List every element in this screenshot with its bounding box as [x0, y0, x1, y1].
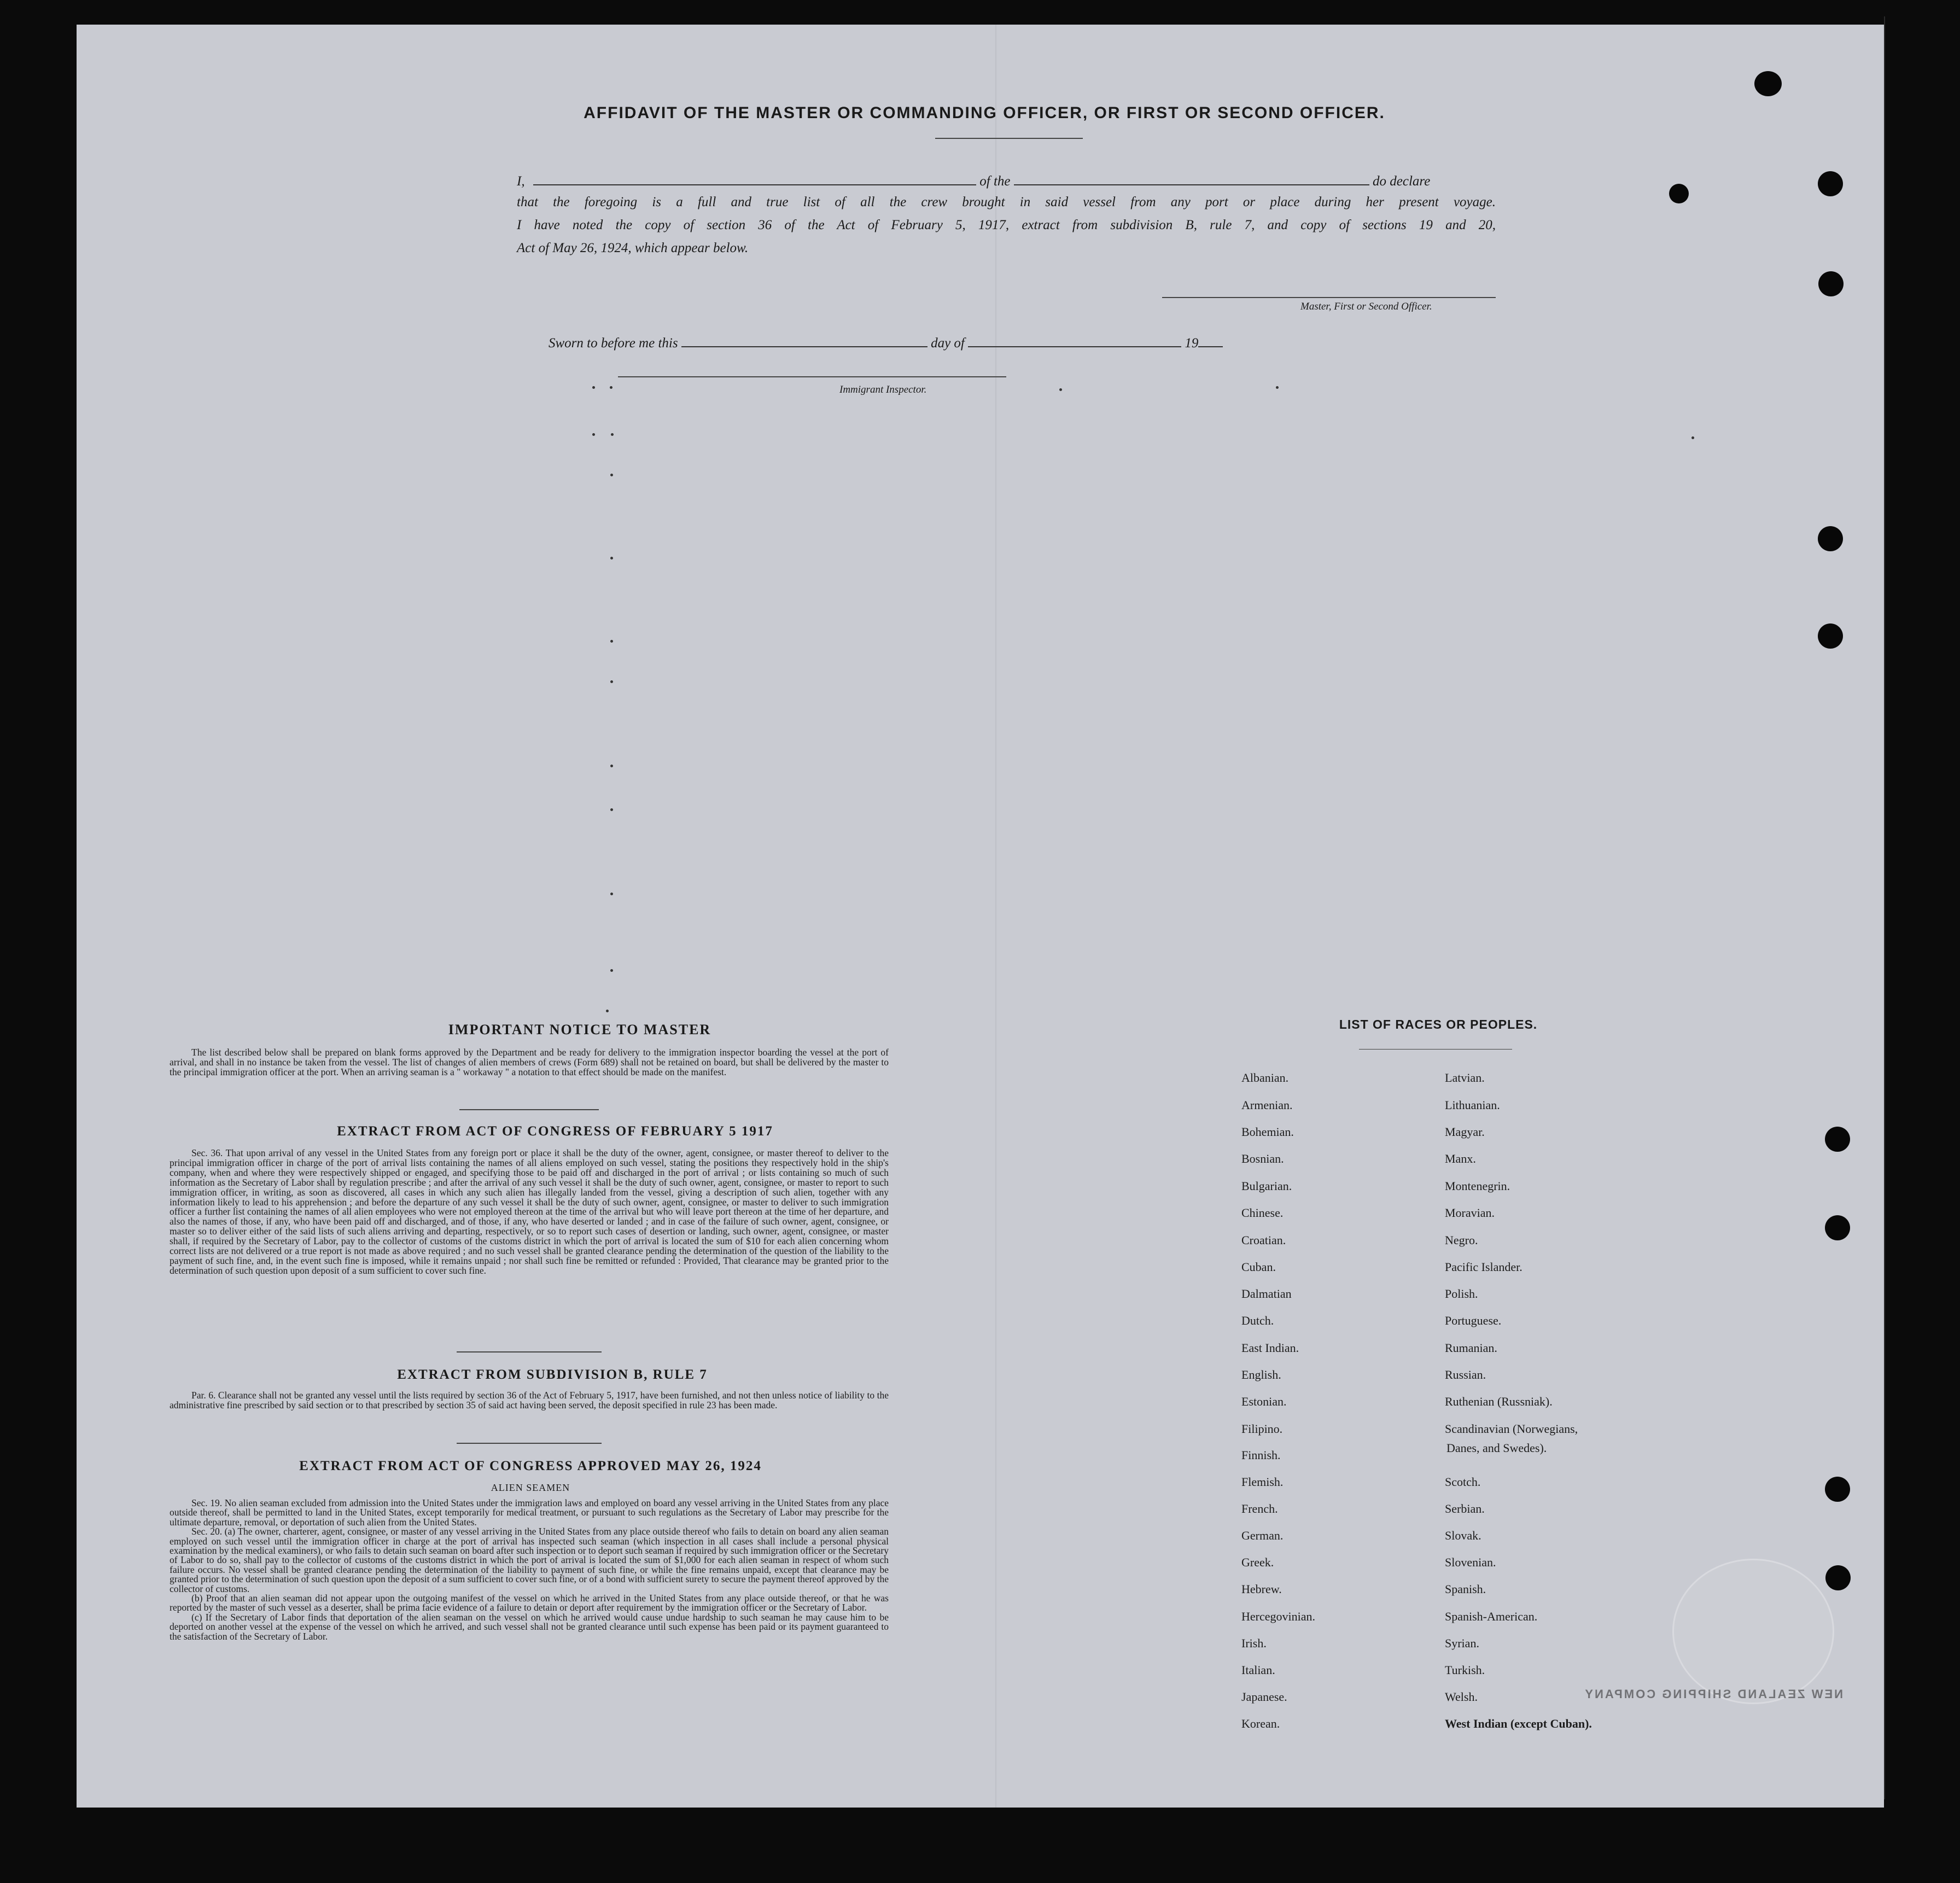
- race-item: Cuban.: [1241, 1260, 1276, 1274]
- sec-20c-paragraph: (c) If the Secretary of Labor finds that deportation of the alien seaman on the vessel on which he arrived would cause undue hardship to such seaman he may cause him to be deported on another vessel at the expense of the vessel on which he arrived, and such vessel shall not be granted clearance until such expense has been paid or its payment guaranteed to the satisfaction of the Secretary of Labor.: [170, 1611, 889, 1642]
- divider: [459, 1109, 599, 1110]
- race-item: Russian.: [1445, 1368, 1486, 1381]
- race-item: Ruthenian (Russniak).: [1445, 1395, 1553, 1408]
- punch-hole: [1825, 1565, 1851, 1590]
- name-blank[interactable]: [533, 172, 976, 185]
- races-title: LIST OF RACES OR PEOPLES.: [1339, 1017, 1538, 1031]
- sworn-date-blank[interactable]: [681, 334, 928, 347]
- race-item: Moravian.: [1445, 1206, 1495, 1220]
- par-6-paragraph: Par. 6. Clearance shall not be granted any vessel until the lists required by section 36 of the Act of February 5, 1917, have been furnished, and not then unless notice of liability to the administrative fine prescribed by said section or to that prescribed by section 35 of said act having been served, the deposit specified in rule 23 has been made.: [170, 1390, 889, 1410]
- master-signature-line[interactable]: [1162, 297, 1496, 298]
- dot-mark: [610, 765, 613, 767]
- dot-mark: [610, 557, 613, 559]
- race-item: Negro.: [1445, 1233, 1478, 1247]
- race-item: Welsh.: [1445, 1690, 1478, 1704]
- divider: [457, 1351, 602, 1353]
- race-item: Manx.: [1445, 1152, 1476, 1165]
- master-signature-label: Master, First or Second Officer.: [1300, 301, 1432, 312]
- race-item: Albanian.: [1241, 1071, 1289, 1085]
- race-item: Spanish-American.: [1445, 1610, 1538, 1623]
- race-item: Rumanian.: [1445, 1341, 1497, 1355]
- race-item: German.: [1241, 1529, 1284, 1542]
- dot-mark: [610, 808, 613, 811]
- race-item: Armenian.: [1241, 1098, 1293, 1112]
- embossed-seal: [1672, 1559, 1834, 1704]
- race-item: Hercegovinian.: [1241, 1610, 1315, 1623]
- divider: [1359, 1049, 1512, 1050]
- race-item: Scandinavian (Norwegians,: [1445, 1422, 1578, 1436]
- extract-rule7-title: EXTRACT FROM SUBDIVISION B, RULE 7: [397, 1367, 708, 1382]
- punch-hole: [1818, 526, 1843, 551]
- race-item: Italian.: [1241, 1663, 1275, 1677]
- extract-1917-body: [170, 1149, 889, 1276]
- race-item: Hebrew.: [1241, 1582, 1282, 1596]
- race-item: Filipino.: [1241, 1422, 1283, 1436]
- affidavit-title: AFFIDAVIT OF THE MASTER OR COMMANDING OFFICER, OR FIRST OR SECOND OFFICER.: [584, 104, 1385, 122]
- race-item: Pacific Islander.: [1445, 1260, 1522, 1274]
- race-item: Chinese.: [1241, 1206, 1284, 1220]
- race-item: Irish.: [1241, 1636, 1267, 1650]
- race-item: Croatian.: [1241, 1233, 1286, 1247]
- race-item: Estonian.: [1241, 1395, 1287, 1408]
- page-fold: [995, 25, 996, 1808]
- dot-mark: [592, 386, 595, 389]
- race-item: Serbian.: [1445, 1502, 1485, 1515]
- race-item: Japanese.: [1241, 1690, 1287, 1704]
- affidavit-line2: that the foregoing is a full and true list of all the crew brought in said vessel from any port or place during her present voyage.: [517, 195, 1496, 209]
- inspector-label: Immigrant Inspector.: [839, 384, 927, 395]
- affidavit-line4: Act of May 26, 1924, which appear below.: [517, 241, 749, 255]
- race-item: Finnish.: [1241, 1448, 1281, 1462]
- race-item: Portuguese.: [1445, 1314, 1502, 1327]
- dot-mark: [1276, 386, 1279, 389]
- ink-blot: [1669, 184, 1689, 203]
- race-item: Turkish.: [1445, 1663, 1485, 1677]
- race-item: Korean.: [1241, 1717, 1280, 1730]
- inspector-signature-line[interactable]: [618, 376, 1006, 377]
- race-item: Spanish.: [1445, 1582, 1486, 1596]
- alien-seamen-subtitle: ALIEN SEAMEN: [491, 1482, 570, 1493]
- race-item: Syrian.: [1445, 1636, 1479, 1650]
- punch-hole: [1818, 271, 1844, 296]
- punch-hole: [1825, 1477, 1850, 1502]
- affidavit-of-the: of the: [979, 174, 1011, 189]
- race-item: Bulgarian.: [1241, 1179, 1292, 1193]
- race-item: Dalmatian: [1241, 1287, 1292, 1301]
- race-item: Bosnian.: [1241, 1152, 1284, 1165]
- race-item: Dutch.: [1241, 1314, 1274, 1327]
- dot-mark: [610, 893, 613, 895]
- notice-paragraph: The list described below shall be prepared on blank forms approved by the Department and be ready for delivery to the immigration inspector boarding the vessel at the port of arrival, and shall in no instance be taken from the vessel. The list of changes of alien members of crews (Form 689) shall not be retained on board, but shall be delivered by the master to the principal immigration officer at the port. When an arriving seaman is a " workaway " a notation to that effect should be made on the manifest.: [170, 1047, 889, 1077]
- sec-19-paragraph: Sec. 19. No alien seaman excluded from admission into the United States under the immigration laws and employed on board any vessel arriving in the United States from any place outside thereof, shall be permitted to land in the United States, except temporarily for medical treatment, or pursuant to such regulations as the Secretary of Labor may prescribe for the ultimate departure, removal, or deportation of such alien from the United States.: [170, 1497, 889, 1528]
- extract-1924-title: EXTRACT FROM ACT OF CONGRESS APPROVED MAY 26, 1924: [299, 1459, 762, 1473]
- race-item: East Indian.: [1241, 1341, 1299, 1355]
- dot-mark: [610, 474, 613, 476]
- race-item: French.: [1241, 1502, 1278, 1515]
- race-item: Bohemian.: [1241, 1125, 1294, 1139]
- sworn-year-blank[interactable]: [1198, 334, 1223, 347]
- mirrored-stamp-text: NEW ZEALAND SHIPPING COMPANY: [1583, 1687, 1843, 1701]
- race-item: English.: [1241, 1368, 1281, 1381]
- punch-hole: [1818, 171, 1843, 196]
- affidavit-i: I,: [517, 174, 525, 189]
- race-item: Scotch.: [1445, 1475, 1481, 1489]
- sworn-day-of: day of: [931, 336, 965, 351]
- sec-20b-paragraph: (b) Proof that an alien seaman did not appear upon the outgoing manifest of the vessel on which he arrived in the United States from any place outside thereof, or that he was reported by the master of such vessel as a deserter, shall be prima facie evidence of a failure to detain or deport after requirement by the immigration officer or the Secretary of Labor.: [170, 1593, 889, 1613]
- race-item: Montenegrin.: [1445, 1179, 1510, 1193]
- punch-hole: [1825, 1127, 1850, 1152]
- dot-mark: [1059, 388, 1062, 391]
- sworn-month-blank[interactable]: [968, 334, 1181, 347]
- dot-mark: [611, 433, 614, 436]
- race-item: Magyar.: [1445, 1125, 1485, 1139]
- divider: [457, 1443, 602, 1444]
- page-edge: [1884, 16, 1885, 1799]
- dot-mark: [606, 1010, 609, 1012]
- dot-mark: [1691, 436, 1694, 439]
- extract-1924-body: [170, 1499, 889, 1641]
- notice-title: IMPORTANT NOTICE TO MASTER: [448, 1022, 711, 1037]
- race-item: Greek.: [1241, 1555, 1274, 1569]
- punch-hole: [1818, 623, 1843, 649]
- dot-mark: [592, 433, 595, 436]
- race-item: Slovenian.: [1445, 1555, 1496, 1569]
- sworn-line: [549, 331, 1314, 355]
- dot-mark: [610, 969, 613, 972]
- vessel-blank[interactable]: [1014, 172, 1369, 185]
- affidavit-line3: I have noted the copy of section 36 of the Act of February 5, 1917, extract from subdivision B, rule 7, and copy of sections 19 and 20,: [517, 218, 1496, 232]
- sworn-year: 19: [1185, 336, 1199, 351]
- race-item: Flemish.: [1241, 1475, 1284, 1489]
- dot-mark: [610, 386, 612, 389]
- dot-mark: [610, 680, 613, 683]
- ink-blot: [1754, 71, 1782, 96]
- sec-20a-paragraph: Sec. 20. (a) The owner, charterer, agent, consignee, or master of any vessel arriving in the United States from any place outside thereof who fails to detain on board any alien seaman employed on such vessel until the immigration officer in charge at the port of arrival has inspected such seaman (which inspection in all cases shall include a personal physical examination by the medical examiners), or who fails to detain such seaman on board after such inspection or to deport such seaman if required by such immigration officer or the Secretary of Labor to do so, shall pay to the collector of customs of the customs district in which the port of arrival is located the sum of $1,000 for each alien seaman in respect of whom such failure occurs. No vessel shall be granted clearance pending the determination of the liability to payment of such fine, or while the fine remains unpaid, except that clearance may be granted prior to the determination of such question upon the deposit of a sum sufficient to cover such fine, or of a bond with sufficient surety to secure the payment thereof approved by the collector of customs.: [170, 1526, 889, 1594]
- affidavit-declare: do declare: [1373, 174, 1431, 189]
- race-item: Latvian.: [1445, 1071, 1485, 1085]
- notice-body: [170, 1047, 889, 1077]
- race-item: Slovak.: [1445, 1529, 1481, 1542]
- extract-1917-title: EXTRACT FROM ACT OF CONGRESS OF FEBRUARY 5 1917: [337, 1124, 773, 1139]
- race-item: Lithuanian.: [1445, 1098, 1500, 1112]
- sec-36-paragraph: Sec. 36. That upon arrival of any vessel in the United States from any foreign port or place it shall be the duty of the owner, agent, consignee, or master thereof to deliver to the principal immigration officer in charge of the port of arrival lists containing the names of all aliens employed on such vessel, stating the positions they respectively hold in the ship's company, when and where they were respectively shipped or engaged, and specifying those to be paid off and discharged in the port of arrival ; or lists containing so much of such information as the Secretary of Labor shall by regulation prescribe ; and after the arrival of any such vessel it shall be the duty of such owner, agent, consignee, or master to report to such immigration officer, in writing, as soon as discovered, all cases in which any such alien has illegally landed from the vessel, giving a description of such alien, together with any information likely to lead to his apprehension ; and before the departure of any such vessel it shall be the duty of such owner, agent, consignee, or master to deliver to such immigration officer a further list containing the names of all alien employees who were not employed thereon at the time of the arrival but who will leave port thereon at the time of her departure, and also the names of those, if any, who have been paid off and discharged, and of those, if any, who have deserted or landed ; and in case of the failure of such owner, agent, consignee, or master so to deliver either of the said lists of such aliens arriving and departing, respectively, or so to report such cases of desertion or landing, such owner, agent, consignee, or master shall, if required by the Secretary of Labor, pay to the collector of customs of the customs district in which the port of arrival is located the sum of $10 for each alien concerning whom correct lists are not delivered or a true report is not made as above required ; and no such vessel shall be granted clearance pending the determination of the question of the liability to the payment of such fine, and, in the event such fine is imposed, while it remains unpaid ; nor shall such fine be remitted or refunded : Provided, That clearance may be granted prior to the determination of such question upon deposit of a sum sufficient to cover such fine.: [170, 1147, 889, 1276]
- extract-rule7-body: [170, 1390, 889, 1410]
- title-rule: [935, 138, 1083, 139]
- dot-mark: [610, 640, 613, 643]
- punch-hole: [1825, 1215, 1850, 1240]
- race-item: Danes, and Swedes).: [1446, 1441, 1547, 1455]
- race-item: West Indian (except Cuban).: [1445, 1717, 1592, 1730]
- race-item: Polish.: [1445, 1287, 1478, 1301]
- sworn-prefix: Sworn to before me this: [549, 336, 678, 351]
